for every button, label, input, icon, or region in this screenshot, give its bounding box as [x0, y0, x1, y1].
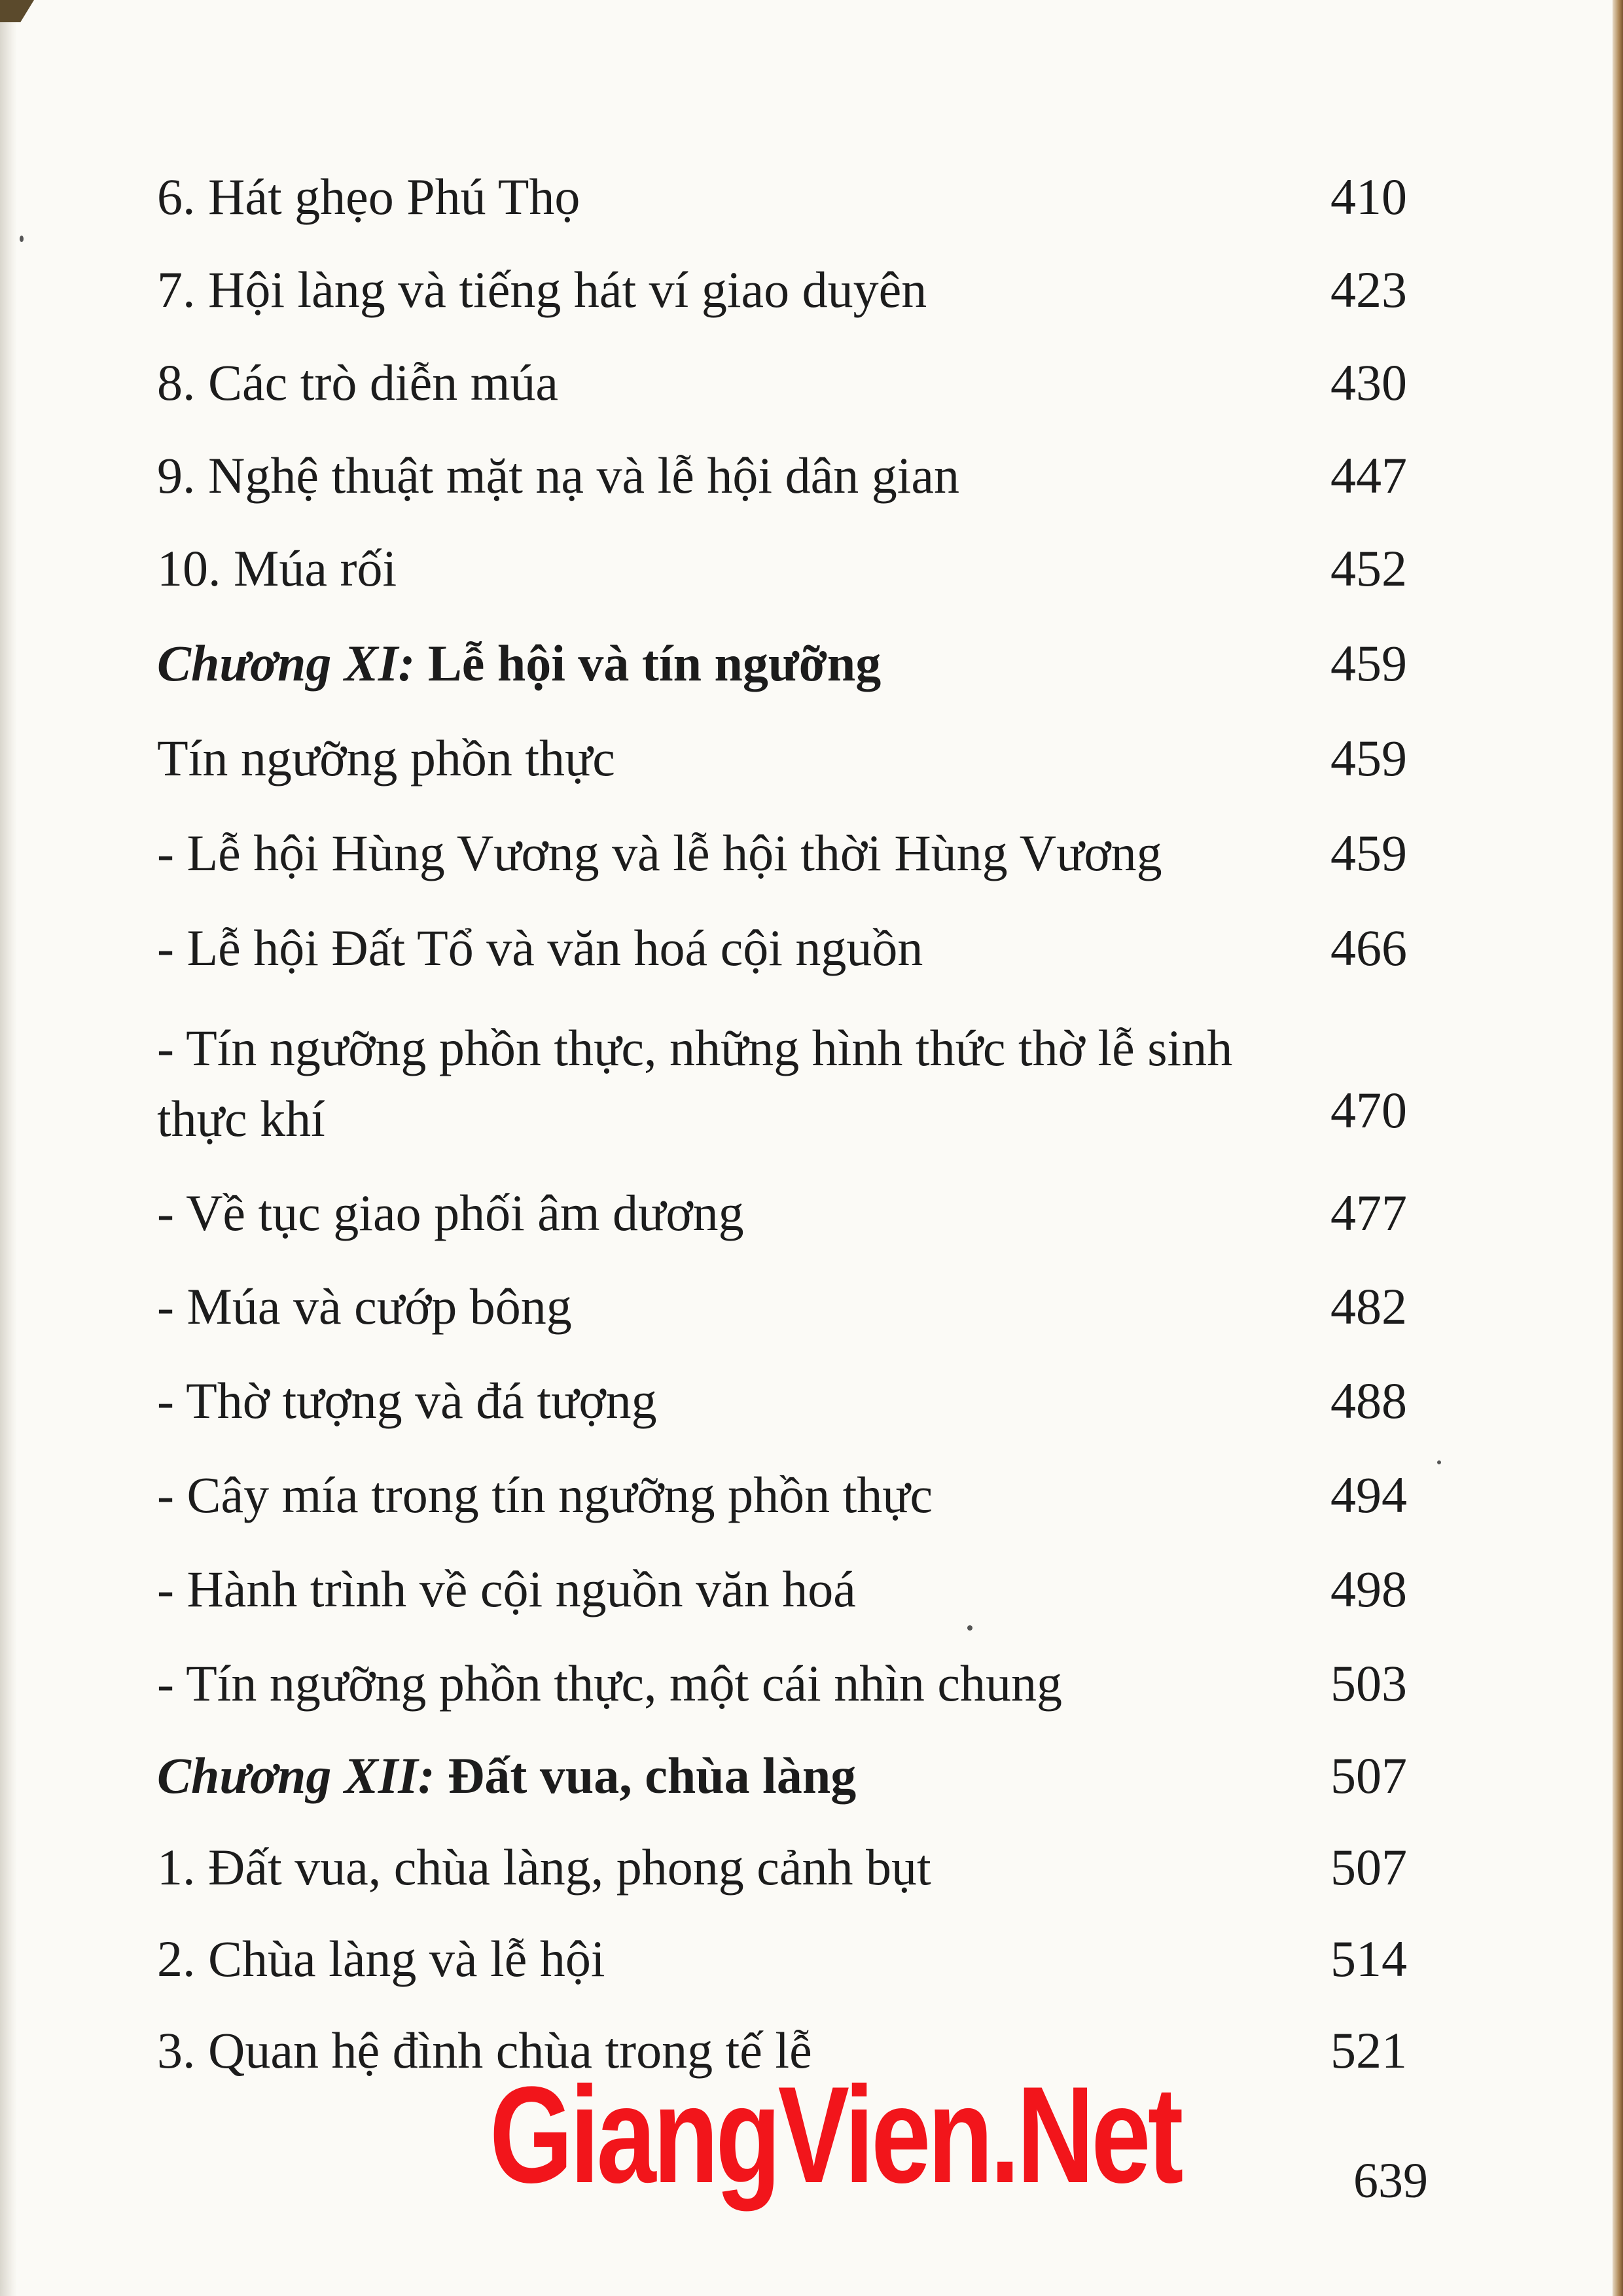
toc-entry-title: - Tín ngưỡng phồn thực, những hình thức thờ lễ sinh thực khí: [157, 1019, 1233, 1147]
toc-entry-page: 482: [1330, 1278, 1407, 1335]
toc-entry-page: 459: [1330, 635, 1407, 692]
toc-entry-title: - Lễ hội Đất Tổ và văn hoá cội nguồn: [157, 919, 923, 976]
toc-entry-page: 459: [1330, 824, 1407, 881]
toc-entry-title: 7. Hội làng và tiếng hát ví giao duyên: [157, 261, 927, 318]
toc-entry-title: - Múa và cướp bông: [157, 1278, 572, 1335]
toc-entry: [157, 1551, 1466, 1636]
toc-entry: [157, 158, 1466, 243]
toc-entry: [157, 910, 1466, 995]
chapter-label: Chương XI:: [157, 635, 416, 692]
toc-entry-page: 507: [1330, 1747, 1407, 1804]
toc-entry-page: 410: [1330, 168, 1407, 225]
toc-entry-title: 6. Hát ghẹo Phú Thọ: [157, 168, 580, 225]
toc-entry-page: 488: [1330, 1372, 1407, 1429]
toc-entry: [157, 344, 1466, 429]
toc-entry-title: 9. Nghệ thuật mặt nạ và lễ hội dân gian: [157, 447, 959, 504]
toc-entry-title: 1. Đất vua, chùa làng, phong cảnh bụt: [157, 1839, 931, 1896]
toc-entry-page: 452: [1330, 540, 1407, 597]
chapter-name: Lễ hội và tín ngưỡng: [427, 635, 882, 692]
toc-entry-page: 423: [1330, 261, 1407, 318]
toc-entry-title: 8. Các trò diễn múa: [157, 354, 558, 411]
toc-entry: [157, 1920, 1466, 2005]
toc-entry: [157, 815, 1466, 900]
toc-entry-page: 507: [1330, 1839, 1407, 1896]
toc-entry-page: 477: [1330, 1184, 1407, 1241]
toc-entry-title: - Về tục giao phối âm dương: [157, 1184, 744, 1241]
toc-entry: [157, 720, 1466, 805]
toc-entry-title: - Cây mía trong tín ngưỡng phồn thực: [157, 1466, 933, 1523]
toc-entry: [157, 530, 1466, 615]
toc-entry-title: Tín ngưỡng phồn thực: [157, 730, 615, 786]
toc-entry: [157, 1174, 1466, 1260]
toc-chapter-title: [157, 1747, 857, 1804]
toc-entry-title: 2. Chùa làng và lễ hội: [157, 1930, 605, 1987]
toc-entry-page: 498: [1330, 1561, 1407, 1617]
toc-entry-page: 459: [1330, 730, 1407, 786]
toc-entry: [157, 1268, 1466, 1353]
page-number: 639: [1353, 2153, 1428, 2208]
toc-entry-page: 503: [1330, 1655, 1407, 1712]
toc-entry-page: 466: [1330, 919, 1407, 976]
toc-entry-title: - Thờ tượng và đá tượng: [157, 1372, 657, 1429]
toc-entry: [157, 1645, 1466, 1730]
toc-entry-page: 430: [1330, 354, 1407, 411]
toc-chapter-heading: [157, 1737, 1466, 1822]
toc-entry-title: - Lễ hội Hùng Vương và lễ hội thời Hùng Vương: [157, 824, 1162, 881]
scan-speck: [20, 236, 24, 242]
toc-entry-title: - Hành trình về cội nguồn văn hoá: [157, 1561, 856, 1617]
chapter-name: Đất vua, chùa làng: [448, 1747, 857, 1804]
toc-entry: [157, 1021, 1466, 1165]
toc-entry-title: 3. Quan hệ đình chùa trong tế lễ: [157, 2022, 812, 2079]
toc-entry-page: 521: [1330, 2022, 1407, 2079]
toc-entry: [157, 1829, 1466, 1914]
toc-entry: [157, 1362, 1466, 1447]
toc-entry-title: - Tín ngưỡng phồn thực, một cái nhìn chung: [157, 1655, 1063, 1712]
toc-entry-page: 494: [1330, 1466, 1407, 1523]
toc-entry-page: 514: [1330, 1930, 1407, 1987]
scan-speck: [1437, 1460, 1441, 1464]
toc-entry-page: 447: [1330, 447, 1407, 504]
chapter-label: Chương XII:: [157, 1747, 435, 1804]
toc-entry: [157, 251, 1466, 336]
toc-entry: [157, 1457, 1466, 1542]
toc-entry-page: 470: [1330, 1082, 1407, 1139]
toc-entry: [157, 437, 1466, 522]
toc-chapter-heading: [157, 625, 1466, 710]
toc-chapter-title: [157, 635, 882, 692]
toc-entry-title: 10. Múa rối: [157, 540, 397, 597]
watermark-logo: GiangVien.Net: [490, 2058, 1181, 2212]
scan-speck: [967, 1625, 972, 1631]
